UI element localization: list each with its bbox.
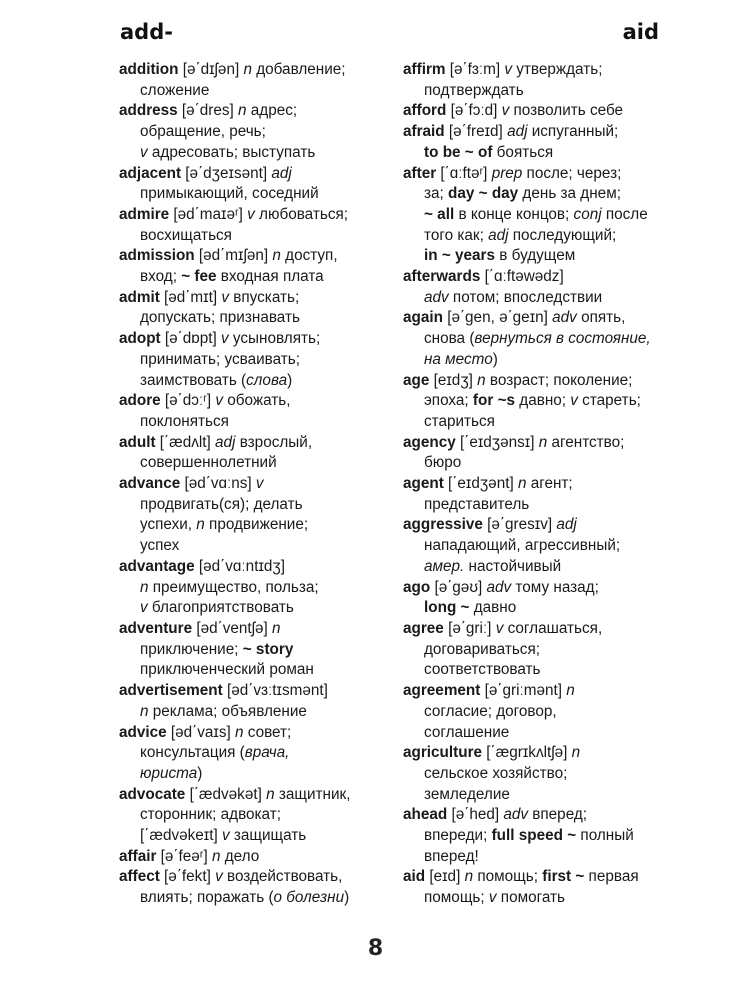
dictionary-entry xyxy=(403,474,665,515)
headword: affirm xyxy=(403,61,446,78)
headword: advertisement xyxy=(119,682,223,700)
dictionary-entry xyxy=(403,867,665,908)
entry-text: успехи, xyxy=(140,516,197,534)
entry-text: помощь; xyxy=(473,868,543,886)
entry-text: [΄ædvəkət] xyxy=(185,785,267,803)
entry-text: бюро xyxy=(424,454,462,472)
entry-text: консультация ( xyxy=(140,744,245,762)
entry-text: усыновлять; xyxy=(228,330,321,348)
entry-text: адрес; xyxy=(246,102,298,120)
entry-text: [΄ɑːftəwədz] xyxy=(480,268,564,286)
entry-text: снова ( xyxy=(424,330,475,348)
entry-text: [ə΄dɒpt] xyxy=(160,330,222,348)
italic-label: амер. xyxy=(424,557,465,575)
entry-text: [΄ædʌlt] xyxy=(155,433,216,451)
entry-text: подтверждать xyxy=(424,81,524,99)
italic-label: n xyxy=(272,247,281,265)
entry-text: [΄ægrɪkʌltʃə] xyxy=(482,744,572,762)
italic-label: n xyxy=(272,619,281,637)
headword: agreement xyxy=(403,682,481,700)
headword: after xyxy=(403,164,437,182)
italic-label: n xyxy=(234,723,244,741)
entry-text: дело xyxy=(220,847,260,865)
entry-text: [ə΄dres] xyxy=(177,102,239,120)
entry-text: агентство; xyxy=(547,433,625,451)
entry-text: впереди; xyxy=(424,827,492,845)
italic-label: v xyxy=(504,61,513,78)
entry-text: помощь; xyxy=(424,889,489,907)
headword: affair xyxy=(119,847,157,865)
phrase: ~ fee xyxy=(181,268,217,286)
italic-label: вернуться в состояние, xyxy=(474,330,651,348)
entry-text: любоваться; xyxy=(254,205,349,223)
italic-label: v xyxy=(221,288,229,306)
entry-text: заимствовать ( xyxy=(140,371,247,389)
entry-text: последующий; xyxy=(508,226,617,244)
entry-text: допускать; признавать xyxy=(140,309,300,327)
entry-text: ) xyxy=(197,764,203,782)
phrase: to be ~ of xyxy=(424,143,493,161)
headword: afterwards xyxy=(403,268,481,286)
entries-column-right xyxy=(403,60,665,909)
entry-text: продвижение; xyxy=(204,516,309,534)
entry-text: [΄eɪdʒənt] xyxy=(443,475,518,493)
italic-label: adj xyxy=(507,123,528,141)
dictionary-entry xyxy=(119,101,381,163)
entry-text: давно xyxy=(469,599,517,617)
entry-text: [ə΄hed] xyxy=(447,806,504,824)
headword: admission xyxy=(119,247,195,265)
entry-text: успех xyxy=(140,537,180,555)
italic-label: n xyxy=(477,371,486,389)
italic-label: v xyxy=(255,475,264,493)
italic-label: n xyxy=(538,433,548,451)
entry-text: [ə΄feəʳ] xyxy=(156,847,212,865)
entry-text: давно; xyxy=(515,392,571,410)
italic-label: prep xyxy=(491,164,523,182)
headword: advice xyxy=(119,723,167,741)
entry-text: [əd΄mɪʃən] xyxy=(194,247,273,265)
italic-label: adj xyxy=(271,164,292,182)
italic-label: adj xyxy=(488,226,509,244)
headword: aid xyxy=(403,868,426,886)
entry-text: обожать, xyxy=(223,392,291,410)
entry-text: [ə΄griː] xyxy=(443,619,496,637)
dictionary-entry xyxy=(403,515,665,577)
entry-text: бояться xyxy=(492,143,554,161)
dictionary-entry xyxy=(403,267,665,308)
dictionary-entry xyxy=(403,101,665,122)
italic-label: на место xyxy=(424,350,493,368)
entry-text: [əd΄maɪəʳ] xyxy=(169,205,248,223)
entry-text: [΄ɑːftəʳ] xyxy=(436,164,492,182)
entry-text: [ə΄fɜːm] xyxy=(445,61,505,78)
entry-text: нападающий, агрессивный; xyxy=(424,537,621,555)
entry-text: преимущество, польза; xyxy=(148,578,319,596)
entry-text: приключение; xyxy=(140,640,243,658)
entry-text: [ə΄dɪʃən] xyxy=(178,61,244,78)
dictionary-entry xyxy=(119,474,381,557)
entry-text: [əd΄vaɪs] xyxy=(166,723,235,741)
entry-text: земледелие xyxy=(424,785,510,803)
entry-text: [΄eɪdʒənsɪ] xyxy=(455,433,539,451)
entry-text: обращение, речь; xyxy=(140,123,266,141)
entry-text: защищать xyxy=(229,827,307,845)
headword: adore xyxy=(119,392,161,410)
italic-label: слова xyxy=(246,371,288,389)
headword: ahead xyxy=(403,806,448,824)
italic-label: adv xyxy=(424,288,449,306)
headword: affect xyxy=(119,868,160,886)
entry-text: [əd΄vɑːntɪdʒ] xyxy=(194,557,285,575)
headword: adventure xyxy=(119,619,193,637)
entry-text: впускать; xyxy=(229,288,300,306)
entry-text: защитник, xyxy=(274,785,351,803)
entry-text: [eɪd] xyxy=(425,868,465,886)
entry-text: стариться xyxy=(424,412,495,430)
headword: adult xyxy=(119,433,156,451)
italic-label: n xyxy=(140,578,149,596)
headword: address xyxy=(119,102,178,120)
italic-label: adv xyxy=(552,309,577,327)
italic-label: v xyxy=(215,392,223,410)
italic-label: v xyxy=(495,619,504,637)
dictionary-entry xyxy=(403,619,665,681)
entry-text: [΄ædvəkeɪt] xyxy=(140,827,222,845)
headword: advocate xyxy=(119,785,186,803)
entry-text: в будущем xyxy=(495,247,576,265)
guide-word-right: aid xyxy=(622,20,659,44)
phrase: for ~s xyxy=(472,392,516,410)
entry-text: позволить себе xyxy=(509,102,624,120)
entry-text: [ə΄dʒeɪsənt] xyxy=(181,164,272,182)
headword: again xyxy=(403,309,443,327)
entry-text: эпоха; xyxy=(424,392,473,410)
dictionary-entry xyxy=(403,122,665,163)
italic-label: n xyxy=(266,785,275,803)
italic-label: v xyxy=(140,599,148,617)
italic-label: v xyxy=(221,330,229,348)
italic-label: v xyxy=(501,102,510,120)
italic-label: adj xyxy=(556,516,577,534)
entry-text: [əd΄vɑːns] xyxy=(180,475,256,493)
italic-label: v xyxy=(488,889,497,907)
italic-label: v xyxy=(570,392,578,410)
italic-label: n xyxy=(211,847,221,865)
entry-text: договариваться; xyxy=(424,640,540,658)
dictionary-entry xyxy=(403,60,665,101)
entry-text: соответствовать xyxy=(424,661,541,679)
dictionary-entry xyxy=(119,246,381,287)
entry-text: опять, xyxy=(576,309,626,327)
italic-label: v xyxy=(221,827,230,845)
italic-label: adv xyxy=(486,578,512,596)
italic-label: conj xyxy=(573,205,602,223)
entry-text: поклоняться xyxy=(140,412,229,430)
entry-text: утверждать; xyxy=(512,61,603,78)
dictionary-entry xyxy=(119,433,381,474)
dictionary-entry xyxy=(119,164,381,205)
entry-text: после; через; xyxy=(522,164,622,182)
entry-text: соглашение xyxy=(424,723,510,741)
dictionary-entry xyxy=(403,681,665,743)
entry-text: помогать xyxy=(496,889,565,907)
dictionary-entry xyxy=(403,164,665,268)
dictionary-entry xyxy=(119,329,381,391)
entry-text: настойчивый xyxy=(464,557,562,575)
entry-text: взрослый, xyxy=(235,433,313,451)
headword: aggressive xyxy=(403,516,483,534)
headword: agriculture xyxy=(403,744,483,762)
dictionary-entry xyxy=(119,847,381,868)
phrase: ~ all xyxy=(424,205,455,223)
italic-label: врача, xyxy=(244,744,290,762)
headword: afraid xyxy=(403,123,445,141)
entry-text: [ə΄freɪd] xyxy=(444,123,508,141)
entry-text: согласие; договор, xyxy=(424,702,557,720)
entry-text: влиять; поражать ( xyxy=(140,889,274,907)
headword: agent xyxy=(403,475,444,493)
dictionary-entry xyxy=(119,557,381,619)
entry-text: [ə΄griːmənt] xyxy=(480,682,567,700)
italic-label: adv xyxy=(503,806,529,824)
headword: ago xyxy=(403,578,431,596)
entry-text: испуганный; xyxy=(527,123,619,141)
entry-text: стареть; xyxy=(577,392,641,410)
entry-text: [ə΄fɔːd] xyxy=(446,102,502,120)
phrase: in ~ years xyxy=(424,247,496,265)
dictionary-entry xyxy=(119,723,381,785)
guide-word-left: add- xyxy=(120,20,173,44)
entry-text: тому назад; xyxy=(511,578,599,596)
entry-text: воздействовать, xyxy=(222,868,343,886)
dictionary-entry xyxy=(119,205,381,246)
dictionary-entry xyxy=(119,785,381,847)
phrase: first ~ xyxy=(542,868,585,886)
italic-label: n xyxy=(243,61,252,78)
italic-label: n xyxy=(571,744,581,762)
dictionary-entry xyxy=(403,805,665,867)
phrase: long ~ xyxy=(424,599,470,617)
entry-text: соглашаться, xyxy=(503,619,603,637)
entry-text: вперед! xyxy=(424,847,479,865)
headword: afford xyxy=(403,102,447,120)
entry-text: ) xyxy=(287,371,293,389)
italic-label: n xyxy=(566,682,575,700)
dictionary-entry xyxy=(119,391,381,432)
dictionary-entry xyxy=(403,308,665,370)
entry-text: реклама; объявление xyxy=(148,702,307,720)
entry-text: за; xyxy=(424,185,449,203)
entry-text: [əd΄ventʃə] xyxy=(192,619,273,637)
entry-text: представитель xyxy=(424,495,530,513)
dictionary-entry xyxy=(403,743,665,805)
entry-text: первая xyxy=(584,868,639,886)
dictionary-entry xyxy=(119,288,381,329)
entry-text: полный xyxy=(576,827,634,845)
italic-label: n xyxy=(464,868,474,886)
entry-text: сторонник; адвокат; xyxy=(140,806,281,824)
italic-label: adj xyxy=(215,433,236,451)
dictionary-entry xyxy=(403,433,665,474)
entry-text: агент; xyxy=(526,475,573,493)
entry-text: ) xyxy=(492,350,498,368)
entry-text: в конце концов; xyxy=(454,205,574,223)
dictionary-entry xyxy=(119,619,381,681)
entry-text: приключенческий роман xyxy=(140,661,314,679)
entry-text: день за днем; xyxy=(518,185,621,203)
entry-text: совет; xyxy=(243,723,292,741)
phrase: ~ story xyxy=(242,640,294,658)
entry-text: адресовать; выступать xyxy=(147,143,316,161)
italic-label: юриста xyxy=(140,764,198,782)
entry-text: добавление; xyxy=(251,61,346,78)
entry-text: [ə΄dɔːʳ] xyxy=(160,392,216,410)
entry-text: [ə΄gəʊ] xyxy=(430,578,487,596)
headword: agency xyxy=(403,433,456,451)
italic-label: v xyxy=(247,205,255,223)
italic-label: v xyxy=(215,868,223,886)
entry-text: восхищаться xyxy=(140,226,232,244)
entry-text: примыкающий, соседний xyxy=(140,185,319,203)
italic-label: n xyxy=(238,102,247,120)
italic-label: n xyxy=(517,475,527,493)
entry-text: доступ, xyxy=(280,247,338,265)
phrase: full speed ~ xyxy=(491,827,577,845)
headword: advantage xyxy=(119,557,195,575)
entry-text: благоприятствовать xyxy=(147,599,294,617)
headword: addition xyxy=(119,61,179,78)
entries-column-left xyxy=(119,60,381,909)
entry-text: [əd΄mɪt] xyxy=(159,288,222,306)
entry-text: вход; xyxy=(140,268,182,286)
headword: adjacent xyxy=(119,164,182,182)
entry-text: [ə΄gen, ə΄geɪn] xyxy=(442,309,553,327)
phrase: day ~ day xyxy=(448,185,519,203)
italic-label: v xyxy=(140,143,148,161)
entry-text: принимать; усваивать; xyxy=(140,350,300,368)
headword: admire xyxy=(119,205,170,223)
headword: admit xyxy=(119,288,160,306)
entry-text: [eɪdʒ] xyxy=(429,371,478,389)
dictionary-entry xyxy=(119,681,381,722)
entry-text: совершеннолетний xyxy=(140,454,277,472)
headword: advance xyxy=(119,475,181,493)
entry-text: возраст; поколение; xyxy=(485,371,633,389)
dictionary-entry xyxy=(119,867,381,908)
entry-text: сложение xyxy=(140,81,210,99)
headword: age xyxy=(403,371,430,389)
entry-text: ) xyxy=(344,889,350,907)
entry-text: сельское хозяйство; xyxy=(424,764,568,782)
entry-text: после xyxy=(601,205,648,223)
italic-label: n xyxy=(196,516,205,534)
entry-text: [əd΄vɜːtɪsmənt] xyxy=(222,682,328,700)
page-number: 8 xyxy=(367,936,384,961)
entry-text: [ə΄gresɪv] xyxy=(482,516,557,534)
entry-text: [ə΄fekt] xyxy=(159,868,216,886)
dictionary-entry xyxy=(119,60,381,101)
entry-text: того как; xyxy=(424,226,489,244)
dictionary-entry xyxy=(403,371,665,433)
dictionary-entry xyxy=(403,578,665,619)
italic-label: о болезни xyxy=(273,889,345,907)
entry-text: вперед; xyxy=(528,806,588,824)
headword: agree xyxy=(403,619,444,637)
italic-label: n xyxy=(140,702,149,720)
entry-text: входная плата xyxy=(216,268,324,286)
entry-text: продвигать(ся); делать xyxy=(140,495,303,513)
entry-text: потом; впоследствии xyxy=(448,288,603,306)
headword: adopt xyxy=(119,330,161,348)
